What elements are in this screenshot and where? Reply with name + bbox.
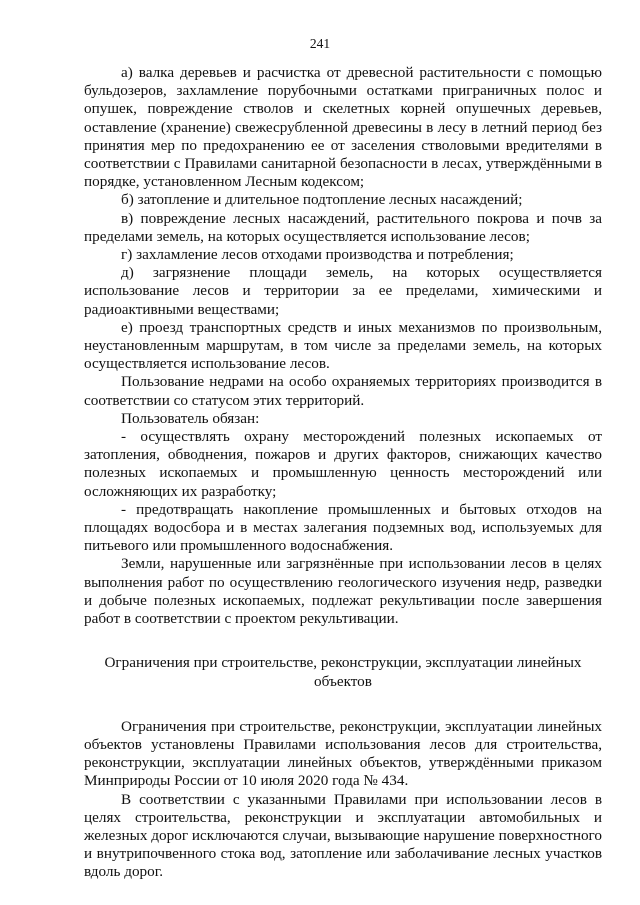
paragraph-user-obliged: Пользователь обязан: — [121, 409, 260, 427]
paragraph-item-e: е) проезд транспортных средств и иных механизмов по произвольным, неустановленным маршрутам, в том числе за пределами земель, на которых осуществляется использование лесов. — [84, 318, 602, 373]
section-heading: Ограничения при строительстве, реконструкции, эксплуатации линейных объектов — [104, 654, 582, 690]
page-number: 241 — [309, 36, 331, 51]
paragraph-item-d: д) загрязнение площади земель, на которых осуществляется использование лесов и территории за ее пределами, химическими и радиоактивными веществами; — [84, 264, 602, 318]
paragraph-item-g: г) захламление лесов отходами производства и потребления; — [121, 246, 514, 264]
paragraph-subsoil-use: Пользование недрами на особо охраняемых территориях производится в соответствии со статусом этих территорий. — [84, 373, 602, 409]
paragraph-restrictions-rules: Ограничения при строительстве, реконструкции, эксплуатации линейных объектов установлены Правилами использования лесов для строительства, реконструкции, эксплуатации линейных объектов, утверждёнными приказом Минприроды России от 10 июля 2020 года № 434. — [84, 717, 602, 790]
paragraph-reclamation: Земли, нарушенные или загрязнённые при использовании лесов в целях выполнения работ по осуществлению геологического изучения недр, разведки и добыче полезных ископаемых, подлежат рекультивации после завершения работ в соответствии с проектом рекультивации. — [84, 555, 602, 628]
paragraph-item-a: а) валка деревьев и расчистка от древесной растительности с помощью бульдозеров, захламление порубочными остатками приграничных полос и опушек, повреждение стволов и скелетных корней опушечных деревьев, оставление (хранение) свежесрубленной древесины в лесу в летний период без принятия мер по предохранению ее от заселения стволовыми вредителями в соответствии с Правилами санитарной безопасности в лесах, утверждёнными в порядке, установленном Лесным кодексом; — [84, 64, 602, 191]
document-body — [84, 64, 602, 882]
paragraph-obligation-prevent: - предотвращать накопление промышленных и бытовых отходов на площадях водосбора и в местах залегания подземных вод, используемых для питьевого или промышленного водоснабжения. — [84, 500, 602, 555]
paragraph-item-b: б) затопление и длительное подтопление лесных насаждений; — [121, 191, 523, 209]
paragraph-item-v: в) повреждение лесных насаждений, растительного покрова и почв за пределами земель, на которых осуществляется использование лесов; — [84, 209, 602, 245]
paragraph-roads: В соответствии с указанными Правилами при использовании лесов в целях строительства, реконструкции и эксплуатации автомобильных и железных дорог исключаются случаи, вызывающие нарушение поверхностного и внутрипочвенного стока вод, затопление или заболачивание лесных участков вдоль дорог. — [84, 790, 602, 881]
paragraph-obligation-protect: - осуществлять охрану месторождений полезных ископаемых от затопления, обводнения, пожаров и других факторов, снижающих качество полезных ископаемых и промышленную ценность месторождений или осложняющих их разработку; — [84, 428, 602, 500]
